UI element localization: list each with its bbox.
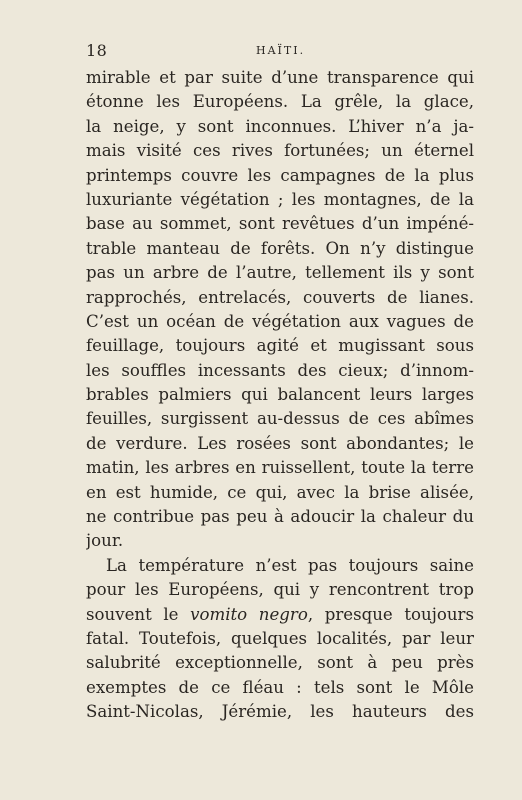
text-line: en est humide, ce qui, avec la brise alisée, bbox=[86, 482, 474, 502]
text-line: trable manteau de forêts. On n’y distingue bbox=[86, 238, 474, 258]
text-line: matin, les arbres en ruissellent, toute la terre bbox=[86, 458, 474, 478]
text-line: fatal. Toutefois, quelques localités, par leur bbox=[86, 628, 474, 648]
text-line: mais visité ces rives fortunées; un éternel bbox=[86, 141, 474, 161]
italic-phrase: vomito negro bbox=[190, 604, 308, 624]
text-line: brables palmiers qui balancent leurs larges bbox=[86, 385, 474, 405]
paragraph bbox=[86, 554, 474, 725]
text-span: , presque toujours bbox=[307, 604, 474, 624]
text-line: pour les Européens, qui y rencontrent trop bbox=[86, 580, 474, 600]
text-line: luxuriante végétation ; les montagnes, de la bbox=[86, 189, 474, 209]
text-span: souvent le bbox=[86, 604, 179, 624]
text-line: la neige, y sont inconnues. L’hiver n’a ja- bbox=[86, 116, 474, 136]
text-line bbox=[86, 603, 474, 627]
text-line: de verdure. Les rosées sont abondantes; le bbox=[86, 433, 474, 453]
text-line: étonne les Européens. La grêle, la glace, bbox=[86, 92, 474, 112]
text-line: feuillage, toujours agité et mugissant sous bbox=[86, 336, 474, 356]
text-line: Saint-Nicolas, Jérémie, les hauteurs des bbox=[86, 702, 474, 722]
body-text bbox=[86, 66, 474, 725]
page-number: 18 bbox=[86, 41, 108, 60]
text-line: mirable et par suite d’une transparence qui bbox=[86, 68, 474, 87]
text-line: base au sommet, sont revêtues d’un impéné- bbox=[86, 214, 474, 234]
text-line: jour. bbox=[86, 531, 124, 551]
text-line: salubrité exceptionnelle, sont à peu près bbox=[86, 653, 474, 673]
paragraph bbox=[86, 66, 474, 554]
text-line: les souffles incessants des cieux; d’innom- bbox=[86, 360, 474, 380]
text-line: printemps couvre les campagnes de la plus bbox=[86, 165, 474, 185]
text-line: La température n’est pas toujours saine bbox=[106, 555, 474, 575]
text-line: exemptes de ce fléau : tels sont le Môle bbox=[86, 677, 474, 697]
text-line: feuilles, surgissent au-dessus de ces abîmes bbox=[86, 409, 474, 429]
text-line: C’est un océan de végétation aux vagues de bbox=[86, 311, 474, 331]
text-line: ne contribue pas peu à adoucir la chaleur du bbox=[86, 507, 474, 527]
text-line: rapprochés, entrelacés, couverts de lianes. bbox=[86, 287, 474, 307]
running-title: HAÏTI. bbox=[256, 44, 306, 57]
text-line: pas un arbre de l’autre, tellement ils y sont bbox=[86, 263, 474, 283]
